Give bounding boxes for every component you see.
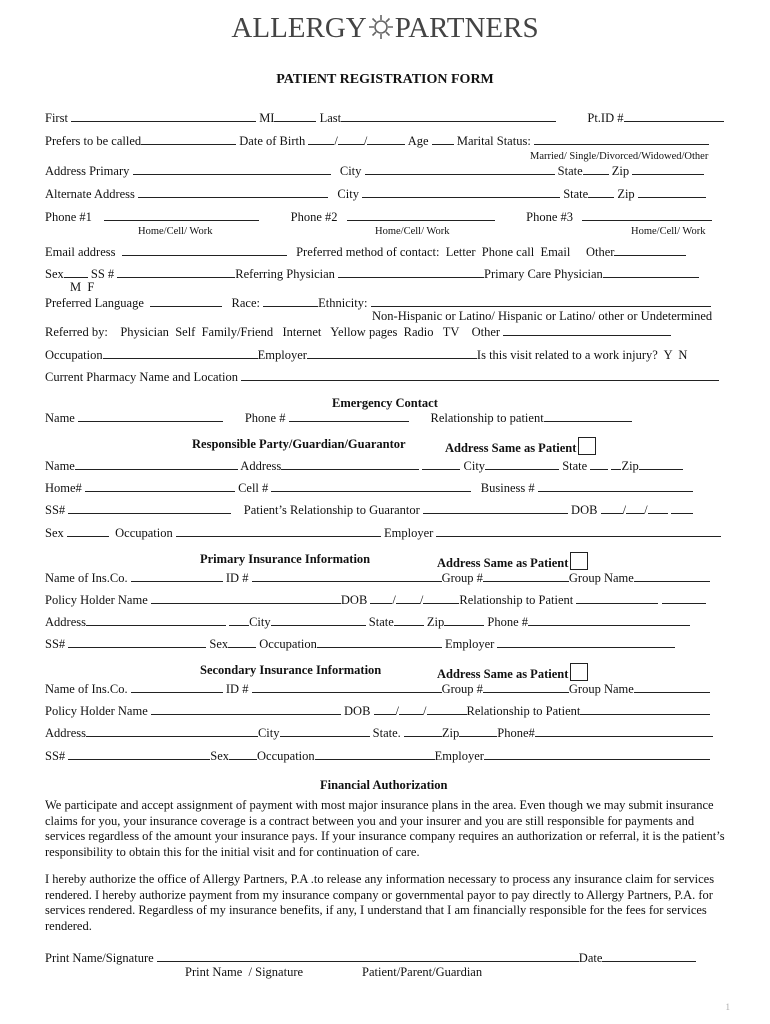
row-primary-address: Address City State Zip Phone # xyxy=(45,614,690,630)
primary-employer-field[interactable] xyxy=(497,636,675,648)
guarantor-address-field[interactable] xyxy=(281,458,419,470)
dob-month-field[interactable] xyxy=(308,133,334,145)
guarantor-address2-field[interactable] xyxy=(422,458,460,470)
secondary-address-field[interactable] xyxy=(86,725,258,737)
guarantor-occupation-field[interactable] xyxy=(176,525,381,537)
row-phones: Phone #1 Phone #2 Phone #3 xyxy=(45,209,712,225)
race-field[interactable] xyxy=(263,295,318,307)
primary-dob-day[interactable] xyxy=(396,592,420,604)
row-alternate-address: Alternate Address City State Zip xyxy=(45,186,706,202)
city-field[interactable] xyxy=(365,163,555,175)
row-secondary-ss: SS# Sex Occupation Employer xyxy=(45,748,710,764)
occupation-field[interactable] xyxy=(103,347,258,359)
primary-sex-field[interactable] xyxy=(228,636,256,648)
primary-occupation-field[interactable] xyxy=(317,636,442,648)
row-primary-name: Name of Ins.Co. ID # Group # Group Name xyxy=(45,570,710,586)
primary-dob-year[interactable] xyxy=(423,592,459,604)
primary-ins-name-field[interactable] xyxy=(131,570,223,582)
guarantor-state-field[interactable] xyxy=(590,458,608,470)
signature-caption-2: Patient/Parent/Guardian xyxy=(362,965,483,979)
row-guarantor-ss: SS# Patient’s Relationship to Guarantor DOB / / xyxy=(45,502,693,518)
primary-dob-month[interactable] xyxy=(370,592,392,604)
date-field[interactable] xyxy=(602,950,696,962)
guarantor-cell-field[interactable] xyxy=(271,480,471,492)
row-occupation: Occupation Employer Is this visit related to a work injury? Y N xyxy=(45,348,688,362)
primary-group-field[interactable] xyxy=(483,570,569,582)
emergency-name-field[interactable] xyxy=(78,410,223,422)
guarantor-dob-month[interactable] xyxy=(601,502,623,514)
email-field[interactable] xyxy=(122,244,287,256)
secondary-ins-name-field[interactable] xyxy=(131,681,223,693)
dob-year-field[interactable] xyxy=(367,133,405,145)
primary-relationship-field[interactable] xyxy=(576,592,658,604)
secondary-group-name-field[interactable] xyxy=(634,681,710,693)
primary-relationship-extra[interactable] xyxy=(662,592,706,604)
row-secondary-holder: Policy Holder Name DOB / / Relationship to Patient xyxy=(45,703,710,719)
alt-zip-field[interactable] xyxy=(638,186,706,198)
secondary-relationship-field[interactable] xyxy=(580,703,710,715)
guarantor-business-field[interactable] xyxy=(538,480,693,492)
sex-field[interactable] xyxy=(64,266,88,278)
last-name-field[interactable] xyxy=(341,110,556,122)
marital-options: Married/ Single/Divorced/Widowed/Other xyxy=(530,151,709,162)
alt-state-field[interactable] xyxy=(588,186,614,198)
secondary-phone-field[interactable] xyxy=(535,725,713,737)
emergency-heading: Emergency Contact xyxy=(332,396,438,410)
employer-field[interactable] xyxy=(307,347,477,359)
primary-state-field[interactable] xyxy=(394,614,424,626)
signature-caption-1: Print Name / Signature xyxy=(185,965,304,979)
pt-id-field[interactable] xyxy=(624,110,724,122)
language-field[interactable] xyxy=(150,295,222,307)
alt-address-field[interactable] xyxy=(138,186,328,198)
mi-field[interactable] xyxy=(274,110,316,122)
sun-logo-icon xyxy=(368,14,394,40)
row-guarantor-sex: Sex Occupation Employer xyxy=(45,525,721,541)
phone1-field[interactable] xyxy=(104,209,259,221)
secondary-same-address: Address Same as Patient xyxy=(437,663,588,682)
emergency-relationship-field[interactable] xyxy=(544,410,632,422)
phone3-field[interactable] xyxy=(582,209,712,221)
ethnicity-options: Non-Hispanic or Latino/ Hispanic or Latino/ other or Undetermined xyxy=(372,309,713,323)
secondary-occupation-field[interactable] xyxy=(315,748,435,760)
marital-field[interactable] xyxy=(534,133,709,145)
row-referred-by: Referred by: Physician Self Family/Friend Internet Yellow pages Radio TV Other xyxy=(45,324,671,340)
guarantor-dob-extra[interactable] xyxy=(671,502,693,514)
primary-group-name-field[interactable] xyxy=(634,570,710,582)
secondary-ins-heading: Secondary Insurance Information xyxy=(200,663,382,677)
row-prefers: Prefers to be called Date of Birth / / Age Marital Status: xyxy=(45,133,709,149)
form-title: PATIENT REGISTRATION FORM xyxy=(276,72,494,87)
guarantor-dob-day[interactable] xyxy=(626,502,644,514)
financial-heading: Financial Authorization xyxy=(320,778,448,792)
guarantor-zip-prefix[interactable] xyxy=(611,458,621,470)
row-language: Preferred Language Race: Ethnicity: xyxy=(45,295,711,311)
ethnicity-field[interactable] xyxy=(371,295,711,307)
referred-other-field[interactable] xyxy=(503,324,671,336)
primary-same-address: Address Same as Patient xyxy=(437,552,588,571)
primary-ss-field[interactable] xyxy=(68,636,206,648)
primary-city-field[interactable] xyxy=(271,614,366,626)
row-guarantor-phones: Home# Cell # Business # xyxy=(45,480,693,496)
guarantor-home-field[interactable] xyxy=(85,480,235,492)
zip-field[interactable] xyxy=(632,163,704,175)
secondary-ss-field[interactable] xyxy=(68,748,210,760)
phone2-field[interactable] xyxy=(347,209,495,221)
guarantor-zip-field[interactable] xyxy=(639,458,683,470)
page-number: 1 xyxy=(725,1002,730,1012)
row-guarantor-name: Name Address City State Zip xyxy=(45,458,683,474)
emergency-phone-field[interactable] xyxy=(289,410,409,422)
primary-zip-field[interactable] xyxy=(444,614,484,626)
referring-physician-field[interactable] xyxy=(338,266,484,278)
phone2-type: Home/Cell/ Work xyxy=(375,226,450,237)
secondary-id-field[interactable] xyxy=(252,681,442,693)
row-emergency: Name Phone # Relationship to patient xyxy=(45,410,632,426)
guarantor-relationship-field[interactable] xyxy=(423,502,568,514)
guarantor-ss-field[interactable] xyxy=(68,502,231,514)
row-primary-holder: Policy Holder Name DOB / / Relationship to Patient xyxy=(45,592,706,608)
secondary-employer-field[interactable] xyxy=(484,748,710,760)
secondary-dob-year[interactable] xyxy=(427,703,467,715)
secondary-dob-month[interactable] xyxy=(374,703,396,715)
row-secondary-name: Name of Ins.Co. ID # Group # Group Name xyxy=(45,681,710,697)
guarantor-employer-field[interactable] xyxy=(436,525,721,537)
primary-id-field[interactable] xyxy=(252,570,442,582)
row-secondary-address: Address City State. Zip Phone# xyxy=(45,725,713,741)
primary-address-field[interactable] xyxy=(86,614,226,626)
contact-other-field[interactable] xyxy=(614,244,686,256)
guarantor-sex-field[interactable] xyxy=(67,525,109,537)
primary-address2-field[interactable] xyxy=(229,614,249,626)
first-name-field[interactable] xyxy=(71,110,256,122)
guarantor-dob-year[interactable] xyxy=(648,502,668,514)
ss-field[interactable] xyxy=(117,266,235,278)
row-pharmacy: Current Pharmacy Name and Location xyxy=(45,369,719,385)
secondary-zip-field[interactable] xyxy=(459,725,497,737)
phone3-type: Home/Cell/ Work xyxy=(631,226,706,237)
primary-phone-field[interactable] xyxy=(528,614,690,626)
row-signature: Print Name/Signature Date xyxy=(45,950,696,966)
phone1-type: Home/Cell/ Work xyxy=(138,226,213,237)
age-field[interactable] xyxy=(432,133,454,145)
address-primary-field[interactable] xyxy=(133,163,331,175)
row-address-primary: Address Primary City State Zip xyxy=(45,163,704,179)
row-email: Email address Preferred method of contact: Letter Phone call Email Other xyxy=(45,244,686,260)
secondary-same-address-checkbox[interactable] xyxy=(570,663,588,681)
allergy-partners-logo: ALLERGY PARTNERS xyxy=(231,12,539,44)
primary-same-address-checkbox[interactable] xyxy=(570,552,588,570)
row-sex-ss: Sex SS # Referring Physician Primary Care Physician xyxy=(45,266,699,282)
state-field[interactable] xyxy=(583,163,609,175)
secondary-city-field[interactable] xyxy=(280,725,370,737)
secondary-group-field[interactable] xyxy=(483,681,569,693)
signature-field[interactable] xyxy=(157,950,579,962)
secondary-state-field[interactable] xyxy=(404,725,442,737)
dob-day-field[interactable] xyxy=(338,133,364,145)
secondary-sex-field[interactable] xyxy=(229,748,257,760)
primary-ins-heading: Primary Insurance Information xyxy=(200,552,371,566)
alt-city-field[interactable] xyxy=(362,186,560,198)
pharmacy-field[interactable] xyxy=(241,369,719,381)
guarantor-same-address-checkbox[interactable] xyxy=(578,437,596,455)
row-name: First MI Last Pt.ID # xyxy=(45,110,724,126)
financial-paragraph-2: I hereby authorize the office of Allergy Partners, P.A .to release any information necessary to process any insurance claim for services rendered. I hereby authorize payment from my insurance company or governmental payor to pay directly to Allergy Partners, P.A. for services rendered. Regardless of my insurance benefits, if any, I understand that I am financially responsible for the fees for services rendered. xyxy=(45,872,715,933)
financial-paragraph-1: We participate and accept assignment of payment with most major insurance plans in the area. Even though we may submit insurance claims for you, your insurance coverage is a contract between you and your insurer and you are still responsible for payments and services regardless of the amount your insurance pays. If your insurance company requires an authorization or referral, it is the patient’s responsibility to obtain this for the initial visit and for continuation of care. xyxy=(45,798,725,859)
guarantor-heading: Responsible Party/Guardian/Guarantor xyxy=(192,437,406,451)
guarantor-name-field[interactable] xyxy=(75,458,238,470)
primary-holder-field[interactable] xyxy=(151,592,341,604)
guarantor-same-address: Address Same as Patient xyxy=(445,437,596,456)
secondary-holder-field[interactable] xyxy=(151,703,341,715)
guarantor-city-field[interactable] xyxy=(485,458,559,470)
sex-options: M F xyxy=(70,280,95,294)
secondary-dob-day[interactable] xyxy=(399,703,423,715)
prefers-field[interactable] xyxy=(141,133,236,145)
row-primary-ss: SS# Sex Occupation Employer xyxy=(45,636,675,652)
pcp-field[interactable] xyxy=(603,266,699,278)
